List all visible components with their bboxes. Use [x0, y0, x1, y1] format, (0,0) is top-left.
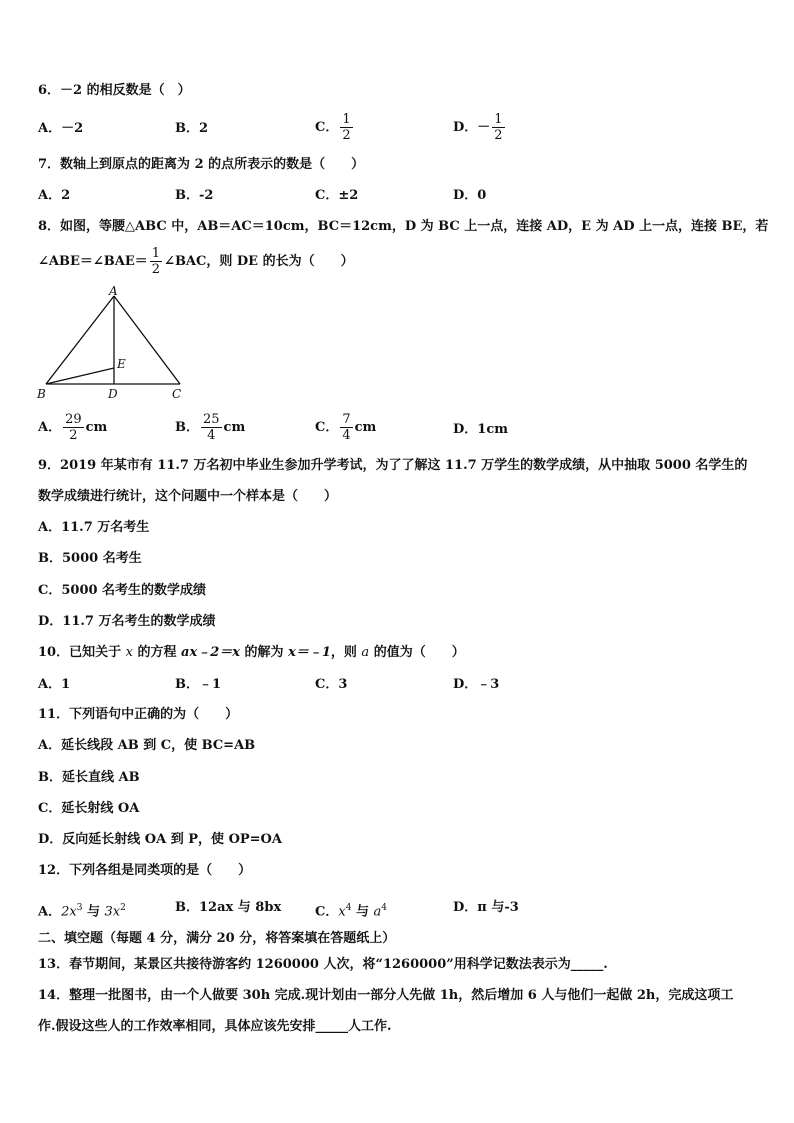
q12-option-b: B．12ax 与 8bx	[175, 900, 282, 915]
fraction: $\frac{7}{4}$	[342, 412, 351, 443]
q10-stem: 10．已知关于 x 的方程 ax﹣2＝x 的解为 x＝﹣1，则 a 的值为（ ）	[38, 645, 465, 660]
q14-stem-line2: 作.假设这些人的工作效率相同，具体应该先安排_____人工作.	[38, 1019, 392, 1034]
q9-option-c: C．5000 名考生的数学成绩	[38, 583, 207, 598]
q8-stem-line2: ∠ABE＝∠BAE＝ $\frac{1}{2}$ ∠BAC，则 DE 的长为（ ）	[38, 246, 354, 277]
q13-stem: 13．春节期间，某景区共接待游客约 1260000 人次，将“1260000”用科学记数法表示为_____.	[38, 957, 608, 972]
q10-option-b: B．﹣1	[175, 677, 222, 692]
label-b: B	[37, 387, 46, 401]
q6-option-c: C． $\frac{1}{2}$	[315, 112, 351, 143]
fraction: $\frac{29}{2}$	[65, 412, 82, 443]
fraction: $\frac{1}{2}$	[151, 246, 161, 277]
q8-stem-line1: 8．如图，等腰△ABC 中，AB＝AC＝10cm，BC＝12cm，D 为 BC 上一点，连接 AD，E 为 AD 上一点，连接 BE，若	[38, 219, 769, 234]
label-d: D	[108, 387, 118, 401]
q11-option-b: B．延长直线 AB	[38, 770, 140, 785]
q7-option-b: B．-2	[175, 188, 214, 203]
label-e: E	[117, 357, 126, 371]
q12-stem: 12．下列各组是同类项的是（ ）	[38, 863, 252, 878]
q12-option-a: A．$2x^3$ 与 $3x^2$	[38, 903, 126, 920]
q6-option-a: A．－2	[38, 121, 84, 136]
q8-option-d: D．1cm	[453, 422, 508, 437]
q8-option-c: C． $\frac{7}{4}$ cm	[315, 412, 377, 443]
q6-option-b: B．2	[175, 121, 209, 136]
label-a: A	[109, 286, 118, 298]
q12-option-d: D．π 与-3	[453, 900, 519, 915]
triangle-figure	[34, 286, 194, 404]
q10-option-a: A．1	[38, 677, 71, 692]
q12-option-c: C．$x^4$ 与 $a^4$	[315, 903, 387, 920]
fraction: $\frac{1}{2}$	[342, 112, 351, 143]
q6-option-d: D．－ $\frac{1}{2}$	[453, 112, 503, 143]
q7-stem: 7．数轴上到原点的距离为 2 的点所表示的数是（ ）	[38, 157, 365, 172]
section-heading-fill-in: 二、填空题（每题 4 分，满分 20 分，将答案填在答题纸上）	[38, 931, 396, 946]
q9-option-a: A．11.7 万名考生	[38, 520, 150, 535]
q10-option-d: D．﹣3	[453, 677, 500, 692]
q9-option-b: B．5000 名考生	[38, 551, 142, 566]
q11-option-a: A．延长线段 AB 到 C，使 BC=AB	[38, 738, 256, 753]
fraction: $\frac{25}{4}$	[203, 412, 220, 443]
q7-option-a: A．2	[38, 188, 71, 203]
q8-option-b: B． $\frac{25}{4}$ cm	[175, 412, 246, 443]
q6-stem: 6．－2 的相反数是（ ）	[38, 83, 191, 98]
q7-option-d: D．0	[453, 188, 487, 203]
q9-stem-line2: 数学成绩进行统计，这个问题中一个样本是（ ）	[38, 489, 338, 504]
q14-stem-line1: 14．整理一批图书，由一个人做要 30h 完成.现计划由一部分人先做 1h，然后增加 6 人与他们一起做 2h，完成这项工	[38, 988, 734, 1003]
fraction: $\frac{1}{2}$	[494, 112, 503, 143]
q9-stem-line1: 9．2019 年某市有 11.7 万名初中毕业生参加升学考试，为了了解这 11.7 万学生的数学成绩，从中抽取 5000 名学生的	[38, 458, 748, 473]
q7-option-c: C．±2	[315, 188, 359, 203]
q8-option-a: A． $\frac{29}{2}$ cm	[38, 412, 108, 443]
q9-option-d: D．11.7 万名考生的数学成绩	[38, 614, 216, 629]
q11-option-d: D．反向延长射线 OA 到 P，使 OP=OA	[38, 832, 282, 847]
q10-option-c: C．3	[315, 677, 348, 692]
q11-stem: 11．下列语句中正确的为（ ）	[38, 707, 239, 722]
label-c: C	[172, 387, 182, 401]
q11-option-c: C．延长射线 OA	[38, 801, 140, 816]
